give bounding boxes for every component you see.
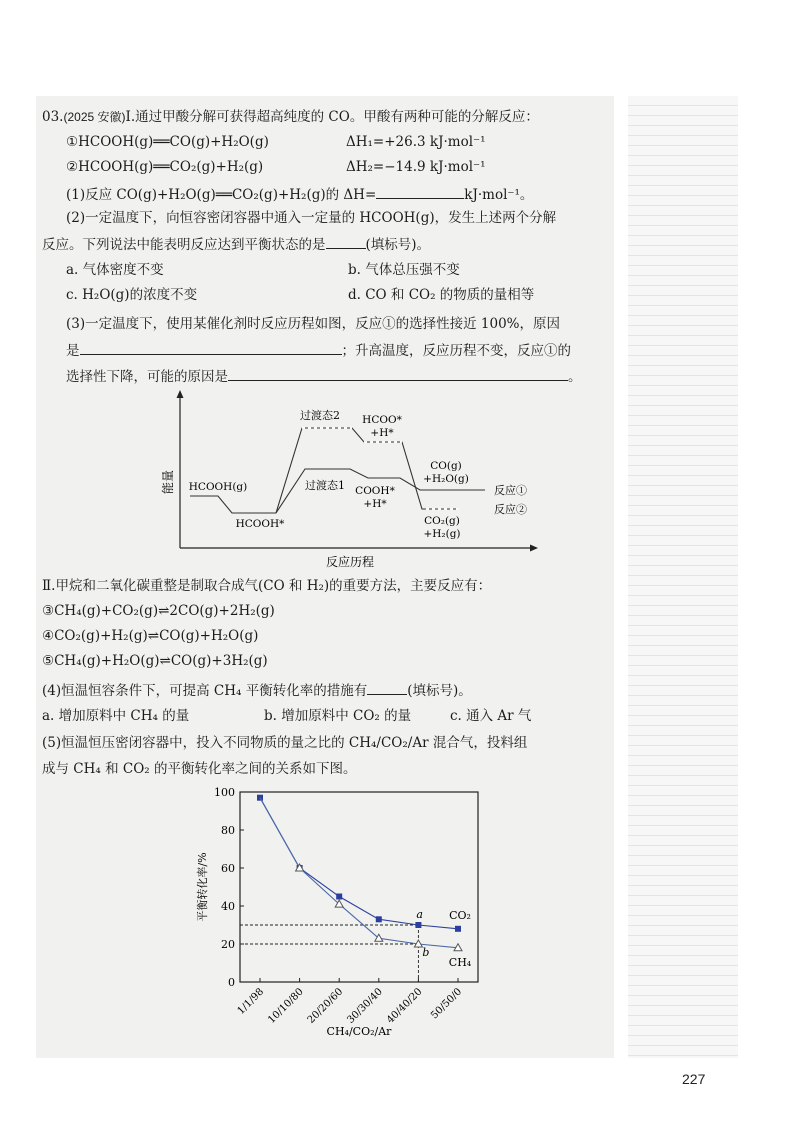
q3-line3 [66, 366, 582, 386]
label-co2-h2: +H₂(g) [423, 528, 461, 540]
reaction-2 [66, 158, 486, 176]
data-point-co2 [455, 926, 461, 932]
q3-text-b: ；升高温度，反应历程不变，反应①的 [341, 343, 571, 359]
x-tick-label: 40/40/20 [384, 986, 425, 1026]
chart-y-label: 平衡转化率/% [196, 852, 209, 922]
conversion-chart [190, 784, 490, 1040]
q3-text-c: 选择性下降，可能的原因是 [66, 369, 228, 385]
series-line [260, 798, 458, 929]
q2-answer-blank[interactable] [326, 234, 366, 249]
point-annotation: a [416, 908, 423, 921]
q3-answer-blank-2[interactable] [228, 366, 568, 381]
reaction-2-equation: ②HCOOH(g)══CO₂(g)+H₂(g) [66, 159, 264, 175]
q2-options-row1 [66, 261, 460, 279]
data-point-co2 [376, 916, 382, 922]
point-annotation: b [422, 946, 430, 959]
reaction-3: ③CH₄(g)+CO₂(g)⇌2CO(g)+2H₂(g) [42, 603, 275, 619]
label-ts1: 过渡态1 [305, 479, 345, 492]
q2-line1: (2)一定温度下，向恒容密闭容器中通入一定量的 HCOOH(g)，发生上述两个分解 [66, 210, 557, 226]
q2-text: 反应。下列说法中能表明反应达到平衡状态的是 [42, 237, 326, 253]
legend-reaction-2: 反应② [494, 503, 527, 516]
data-point-co2 [415, 922, 421, 928]
reaction-1-equation: ①HCOOH(g)══CO(g)+H₂O(g) [66, 134, 269, 150]
question-header [42, 108, 539, 126]
q3-line2 [66, 340, 571, 360]
energy-axis-x-label: 反应历程 [325, 555, 375, 569]
chart-frame [240, 792, 478, 982]
q5-line1: (5)恒温恒压密闭容器中，投入不同物质的量之比的 CH₄/CO₂/Ar 混合气，投料组 [42, 735, 528, 751]
series-label: CO₂ [449, 908, 471, 922]
q2-option-d: d. CO 和 CO₂ 的物质的量相等 [348, 287, 535, 303]
q2-options-row2 [66, 286, 534, 304]
q1-unit: kJ·mol⁻¹。 [464, 187, 534, 203]
label-hcoo-h: +H* [370, 427, 394, 439]
reaction-4: ④CO₂(g)+H₂(g)⇌CO(g)+H₂O(g) [42, 628, 259, 644]
label-hcoo: HCOO* [362, 414, 402, 426]
q3-text-d: 。 [568, 369, 582, 385]
q1-answer-blank[interactable] [376, 184, 464, 199]
label-co-h2o: +H₂O(g) [423, 473, 469, 485]
question-1 [66, 184, 533, 204]
y-tick-label: 0 [228, 976, 235, 989]
q1-text: (1)反应 CO(g)+H₂O(g)══CO₂(g)+H₂(g)的 ΔH= [66, 187, 377, 203]
q2-option-a: a. 气体密度不变 [66, 262, 164, 278]
q3-answer-blank-1[interactable] [80, 340, 342, 355]
part1-intro: Ⅰ.通过甲酸分解可获得超高纯度的 CO。甲酸有两种可能的分解反应： [125, 109, 539, 125]
chart-x-label: CH₄/CO₂/Ar [326, 1025, 392, 1038]
series-label: CH₄ [448, 955, 472, 969]
energy-axis-x-arrow [530, 545, 538, 552]
q4-options [42, 707, 531, 725]
next-page-shadow [628, 96, 738, 1058]
q4-option-a: a. 增加原料中 CH₄ 的量 [42, 708, 190, 724]
y-tick-label: 40 [221, 900, 235, 913]
q2-hint: (填标号)。 [365, 237, 431, 253]
page-number: 227 [682, 1071, 706, 1087]
data-point-co2 [336, 894, 342, 900]
x-tick-label: 1/1/98 [235, 986, 267, 1017]
label-cooh-h: +H* [363, 498, 387, 510]
question-number: 03. [42, 109, 64, 125]
energy-profile-diagram [150, 386, 550, 572]
y-tick-label: 80 [221, 824, 235, 837]
q2-line2 [42, 234, 430, 254]
reaction-1-enthalpy: ΔH₁=+26.3 kJ·mol⁻¹ [346, 134, 486, 150]
label-cooh: COOH* [355, 485, 395, 497]
question-4 [42, 680, 472, 700]
label-hcooh-gas: HCOOH(g) [188, 481, 248, 493]
q4-answer-blank[interactable] [367, 680, 407, 695]
label-ts2: 过渡态2 [300, 409, 340, 422]
label-co2: CO₂(g) [424, 515, 460, 527]
energy-axis-y-arrow [177, 390, 184, 398]
q3-text-a: 是 [66, 343, 80, 359]
label-co: CO(g) [430, 460, 462, 472]
reaction-2-enthalpy: ΔH₂=−14.9 kJ·mol⁻¹ [346, 159, 486, 175]
legend-reaction-1: 反应① [494, 484, 527, 497]
x-tick-label: 30/30/40 [345, 986, 385, 1026]
q2-option-c: c. H₂O(g)的浓度不变 [66, 287, 198, 303]
energy-axis-y-label: 能量 [161, 469, 175, 495]
x-tick-label: 50/50/0 [429, 986, 465, 1022]
q3-line1: (3)一定温度下，使用某催化剂时反应历程如图，反应①的选择性接近 100%，原因 [66, 316, 561, 332]
q4-hint: (填标号)。 [407, 683, 472, 699]
part2-intro: Ⅱ.甲烷和二氧化碳重整是制取合成气(CO 和 H₂)的重要方法，主要反应有： [42, 578, 492, 594]
q4-option-b: b. 增加原料中 CO₂ 的量 [264, 708, 412, 724]
x-tick-label: 10/10/80 [266, 986, 306, 1026]
y-tick-label: 20 [221, 938, 235, 951]
question-source: (2025 安徽) [63, 110, 126, 124]
q4-option-c: c. 通入 Ar 气 [450, 708, 532, 724]
label-hcooh-ads: HCOOH* [235, 518, 285, 530]
q2-option-b: b. 气体总压强不变 [348, 262, 460, 278]
q5-line2: 成与 CH₄ 和 CO₂ 的平衡转化率之间的关系如下图。 [42, 761, 357, 777]
q4-text: (4)恒温恒容条件下，可提高 CH₄ 平衡转化率的措施有 [42, 683, 368, 699]
x-tick-label: 20/20/60 [305, 986, 346, 1026]
y-tick-label: 60 [221, 862, 235, 875]
series-line [260, 798, 458, 948]
reaction-1 [66, 133, 486, 151]
reaction-5: ⑤CH₄(g)+H₂O(g)⇌CO(g)+3H₂(g) [42, 653, 268, 669]
y-tick-label: 100 [214, 786, 235, 799]
